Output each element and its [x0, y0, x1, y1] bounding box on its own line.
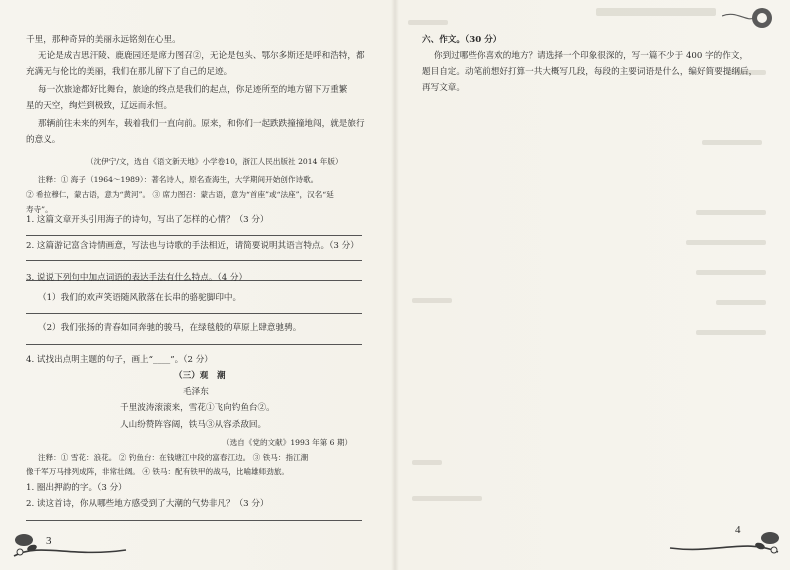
prompt-line: 再写文章。 — [422, 83, 465, 93]
question-3-item-2: （2）我们张扬的青春如同奔驰的骏马，在绿毯般的草原上肆意驰骋。 — [38, 323, 302, 333]
answer-line[interactable] — [26, 520, 362, 521]
text-line: 充满无与伦比的美丽，我们在那儿留下了自己的足迹。 — [26, 67, 233, 77]
flower-ornament-icon — [722, 4, 784, 34]
poem-line: 千里波涛滚滚来，雪花①飞向钓鱼台②。 — [120, 403, 275, 413]
poem-line: 人山纷赞阵容阔，铁马③从容杀敌回。 — [120, 420, 267, 430]
note-line: 注释：① 海子（1964～1989）：著名诗人，原名查海生，大学期间开始创作诗歌。 — [38, 175, 319, 184]
text-line: 无论是成吉思汗陵、鹿鹿园还是席力图召②，无论是包头、鄂尔多斯还是呼和浩特，都 — [38, 51, 365, 61]
poem-note-line: 注释：① 雪花：浪花。 ② 钓鱼台：在钱塘江中段的富春江边。 ③ 铁马：指江潮 — [38, 453, 309, 462]
poem-author: 毛泽东 — [183, 387, 209, 397]
note-line: ② 希拉穆仁，蒙古语，意为“黄河”。 ③ 席力图召：蒙古语，意为“首座”或“法座”，汉名“延 — [26, 190, 334, 199]
section-title: （三）观 潮 — [174, 371, 226, 381]
question-2: 2. 这篇游记富含诗情画意，写法也与诗歌的手法相近，请简要说明其语言特点。（3 分） — [26, 241, 359, 251]
question-1: 1. 这篇文章开头引用海子的诗句，写出了怎样的心情？（3 分） — [26, 215, 269, 225]
poem-question-1: 1. 圈出押韵的字。（3 分） — [26, 483, 127, 493]
text-line: 每一次旅途都好比舞台，旅途的终点是我们的起点，你足迹所至的地方留下万重繁 — [38, 85, 348, 95]
question-3: 3. 说说下列句中加点词语的表达手法有什么特点。（4 分） — [26, 273, 248, 283]
answer-line[interactable] — [26, 260, 362, 261]
text-line: 千里，那种奇异的美丽永远铭刻在心里。 — [26, 35, 181, 45]
text-line: 那辆前往未来的列车，载着我们一直向前。原来，和你们一起跌跌撞撞地闯，就是旅行 — [38, 119, 365, 129]
poem-note-line: 像千军万马排列成阵，非常壮阔。 ④ 铁马：配有铁甲的战马，比喻雄师劲旅。 — [26, 467, 290, 476]
poem-source: （选自《党的文献》1993 年第 6 期） — [222, 438, 353, 447]
note-line: 寿寺”。 — [26, 205, 53, 214]
answer-line[interactable] — [26, 344, 362, 345]
text-line: 的意义。 — [26, 135, 61, 145]
page-right — [396, 0, 790, 570]
source-citation: （沈伊宁/文，选自《语文新天地》小学卷10，浙江人民出版社 2014 年版） — [86, 157, 343, 166]
text-line: 星的天空，绚烂到极致，辽远而永恒。 — [26, 101, 173, 111]
answer-line[interactable] — [26, 313, 362, 314]
question-4: 4. 试找出点明主题的句子，画上“____”。（2 分） — [26, 355, 213, 365]
vine-ornament-icon — [666, 520, 786, 560]
page-number: 4 — [735, 524, 741, 536]
section-heading: 六、作文。（30 分） — [422, 35, 502, 45]
answer-line[interactable] — [26, 235, 362, 236]
page-number: 3 — [46, 535, 52, 547]
question-3-item-1: （1）我们的欢声笑语随风散落在长串的骆驼脚印中。 — [38, 293, 242, 303]
prompt-line: 你到过哪些你喜欢的地方？请选择一个印象很深的，写一篇不少于 400 字的作文， — [434, 51, 749, 61]
poem-question-2: 2. 读这首诗，你从哪些地方感受到了大潮的气势非凡？（3 分） — [26, 499, 269, 509]
prompt-line: 题目自定。动笔前想好打算一共大概写几段，每段的主要词语是什么，编好简要提纲后， — [422, 67, 758, 77]
vine-ornament-icon — [10, 522, 130, 562]
